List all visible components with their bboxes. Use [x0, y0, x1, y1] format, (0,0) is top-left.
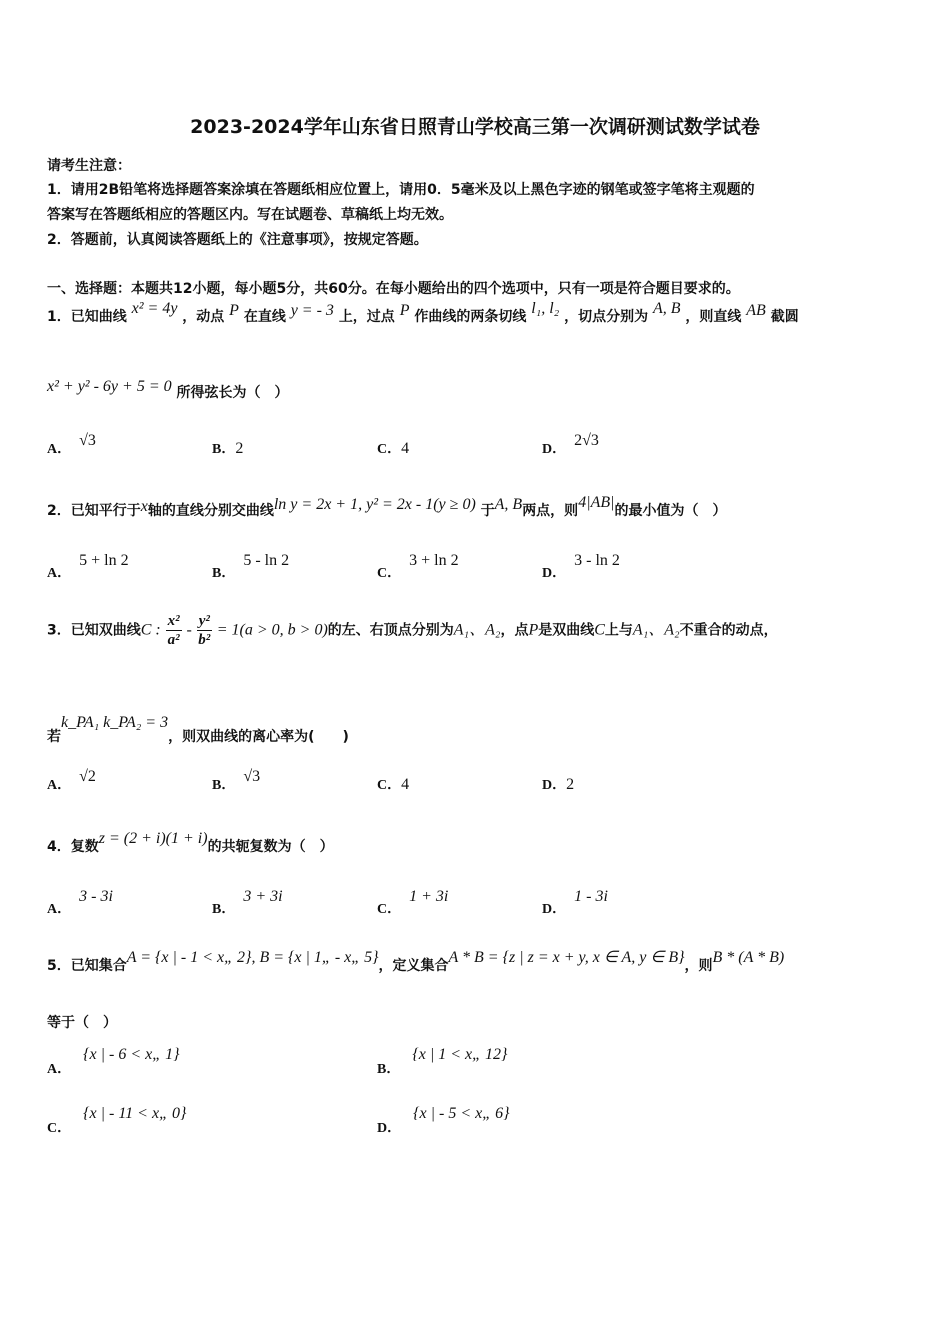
option-c[interactable]: C．{x | - 11 < x„ 0} — [47, 1105, 187, 1136]
option-d[interactable]: D．2√3 — [542, 432, 599, 457]
question-4-stem: 4．复数z = (2 + i)(1 + i)的共轭复数为（ ） — [47, 830, 334, 855]
math-expr: ln y = 2x + 1, y² = 2x - 1(y ≥ 0) — [273, 496, 476, 513]
math-expr: = 1(a > 0, b > 0) — [216, 621, 328, 639]
math-expr: x² + y² - 6y + 5 = 0 — [47, 378, 172, 395]
page-title: 2023-2024学年山东省日照青山学校高三第一次调研测试数学试卷 — [190, 116, 760, 138]
math-expr: A = {x | - 1 < x„ 2}, B = {x | 1„ - x„ 5} — [126, 949, 379, 966]
math-expr: C — [594, 621, 605, 639]
math-expr: z = (2 + i)(1 + i) — [98, 830, 208, 847]
option-a[interactable]: A．5 + ln 2 — [47, 552, 129, 581]
question-1-stem: 1．已知曲线 x² = 4y ，动点 P 在直线 y = - 3 上，过点 P 作曲线的两条切线 l₁, l₂ ，切点分别为 A, B ，则直线 AB 截圆 — [47, 300, 799, 325]
math-expr: P — [399, 302, 410, 319]
section-heading: 一、选择题：本题共12小题，每小题5分，共60分。在每小题给出的四个选项中，只有一项是符合题目要求的。 — [47, 281, 740, 297]
math-expr: k_PA₁ k_PA₂ = 3 — [61, 714, 169, 731]
math-expr: AB — [746, 302, 766, 319]
question-3-stem: 3．已知双曲线C : $\frac{\text{x²}}{\text{a²}}$ - $\frac{\text{y²}}{\text{b²}}$ = 1(a > 0, b > 0)的左、右顶点分别为A₁、A₂，点P是双曲线C上与A₁、A₂不重合的动点， — [47, 613, 778, 648]
question-2-stem: 2．已知平行于x轴的直线分别交曲线ln y = 2x + 1, y² = 2x - 1(y ≥ 0) 于A, B两点，则4|AB|的最小值为（ ） — [47, 494, 727, 519]
option-d[interactable]: D．{x | - 5 < x„ 6} — [377, 1105, 510, 1136]
math-expr: A * B = {z | z = x + y, x ∈ A, y ∈ B} — [448, 949, 685, 966]
math-expr: C : — [140, 621, 161, 639]
math-expr: x — [140, 498, 148, 515]
option-b[interactable]: B．√3 — [212, 768, 261, 793]
option-c[interactable]: C．3 + ln 2 — [377, 552, 459, 581]
fraction: $\frac{\text{x²}}{\text{a²}}$ — [167, 613, 180, 648]
fraction: $\frac{\text{y²}}{\text{b²}}$ — [198, 613, 211, 648]
math-expr: A₁、A₂ — [453, 621, 501, 639]
notice-heading: 请考生注意： — [47, 158, 131, 174]
option-b[interactable]: B．3 + 3i — [212, 888, 283, 917]
math-expr: A, B — [494, 496, 523, 513]
question-3-line-2: 若k_PA₁ k_PA₂ = 3，则双曲线的离心率为( ) — [47, 714, 349, 745]
math-expr: A₁、A₂ — [632, 621, 680, 639]
option-b[interactable]: B．2 — [212, 440, 244, 457]
math-expr: P — [528, 621, 539, 639]
option-d[interactable]: D．3 - ln 2 — [542, 552, 620, 581]
notice-line-3: 2．答题前，认真阅读答题纸上的《注意事项》，按规定答题。 — [47, 232, 428, 248]
math-expr: P — [229, 302, 239, 319]
option-a[interactable]: A．√2 — [47, 768, 96, 793]
option-a[interactable]: A．3 - 3i — [47, 888, 113, 917]
question-5-stem: 5．已知集合A = {x | - 1 < x„ 2}, B = {x | 1„ - x„ 5}，定义集合A * B = {z | z = x + y, x ∈ A, y ∈ B}，则B * (A * B) — [47, 949, 785, 974]
option-a[interactable]: A．√3 — [47, 432, 96, 457]
option-d[interactable]: D．1 - 3i — [542, 888, 608, 917]
option-c[interactable]: C．4 — [377, 776, 410, 793]
notice-line-1: 1．请用2B铅笔将选择题答案涂填在答题纸相应位置上，请用0．5毫米及以上黑色字迹的钢笔或签字笔将主观题的 — [47, 182, 755, 198]
option-b[interactable]: B．{x | 1 < x„ 12} — [377, 1046, 508, 1077]
question-1-line-2: x² + y² - 6y + 5 = 0 所得弦长为（ ） — [47, 378, 289, 401]
math-expr: 4|AB| — [578, 494, 615, 511]
option-c[interactable]: C．1 + 3i — [377, 888, 449, 917]
option-c[interactable]: C．4 — [377, 440, 410, 457]
notice-line-2: 答案写在答题纸相应的答题区内。写在试题卷、草稿纸上均无效。 — [47, 207, 453, 223]
question-5-line-2: 等于（ ） — [47, 1015, 117, 1031]
math-expr: l₁, l₂ — [531, 300, 560, 317]
math-expr: y = - 3 — [290, 302, 334, 319]
option-d[interactable]: D．2 — [542, 776, 575, 793]
option-b[interactable]: B．5 - ln 2 — [212, 552, 290, 581]
option-a[interactable]: A．{x | - 6 < x„ 1} — [47, 1046, 180, 1077]
math-expr: B * (A * B) — [712, 949, 785, 966]
math-expr: x² = 4y — [131, 300, 178, 317]
math-expr: A, B — [652, 300, 681, 317]
